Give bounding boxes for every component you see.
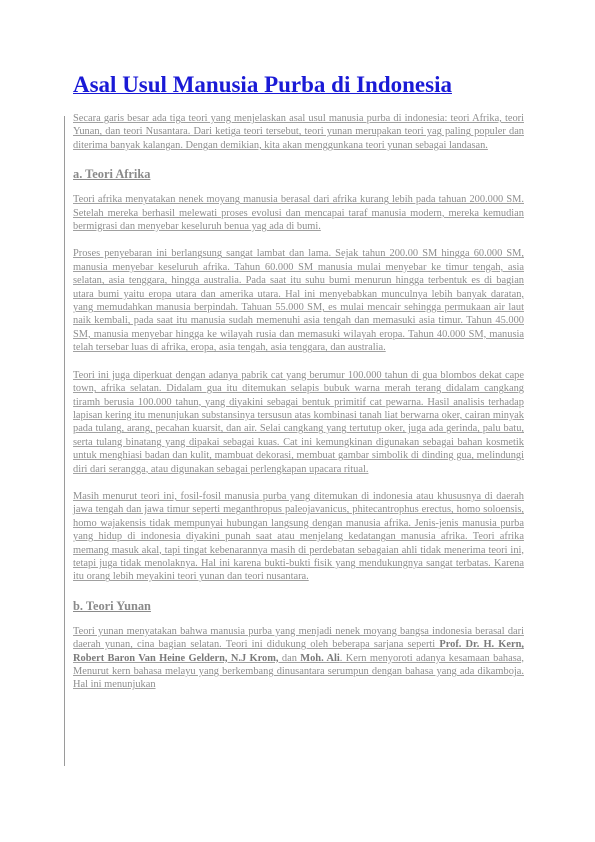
- margin-rule: [64, 116, 65, 766]
- scholar-names: Prof. Dr. H. Kern, Robert Baron Van Heine Geldern, N.J Krom,: [73, 639, 524, 664]
- scholar-name-ali: Moh. Ali: [300, 652, 340, 664]
- yunan-paragraph-1: [73, 625, 524, 692]
- afrika-paragraph-2: Proses penyebaran ini berlangsung sangat lambat dan lama. Sejak tahun 200.00 SM hingga 60.000 SM, manusia menyebar keseluruh afrika. Tahun 60.000 SM manusia mulai menyebar ke timur tengah, asia selatan, asia tenggara, hingga australia. Pada saat itu suhu bumi menurun hingga terbentuk es di bagian utara bumi yaitu eropa utara dan amerika utara. Hal ini menyebabkan munculnya lebih banyak daratan, yang memudahkan manusia berpindah. Tahuan 55.000 SM, es mulai mencair sehingga permukaan air laut naik kembali, pada saat itu manusia sudah memenuhi asia tengah dan memasuki asia timur. Tahun 45.000 SM, manusia menyebar hingga ke wilayah rusia dan memasuki wilayah eropa. Tahun 40.000 SM, manusia telah tersebar luas di afrika, eropa, asia tengah, asia tenggara, dan australia.: [73, 248, 524, 354]
- afrika-paragraph-3: Teori ini juga diperkuat dengan adanya pabrik cat yang berumur 100.000 tahun di gua blombos dekat cape town, afrika selatan. Didalam gua itu ditemukan selapis bubuk warna merah terang didalam cangkang tiramh berusia 100.000 tahun, yang diyakini sebagai bentuk primitif cat pewarna. Hasil analisis terhadap lapisan kering itu menunjukan substansinya tersusun atas kombinasi tanah liat berwarna oker, cairan minyak pada tulang, arang, pecahan kuarsit, dan air. Selai cangkang yang tertutup oker, juga ada gerinda, palu batu, serta tulang binatang yang dipakai sebagai kuas. Cat ini kemungkinan digunakan sebagai bahan kosmetik untuk menghiasi badan dan kulit, mambuat dekorasi, membuat gambar simbolik di dinding gua, melindungi diri dari serangga, atau digunakan sebagai perlengkapan upacara ritual.: [73, 369, 524, 475]
- section-heading-yunan: b. Teori Yunan: [73, 598, 151, 613]
- yunan-text-start: Teori yunan menyatakan bahwa manusia purba yang menjadi nenek moyang bangsa indonesia berasal dari daerah yunan, cina bagian selatan. Teori ini didukung oleh beberapa sarjana seperti: [73, 625, 524, 651]
- yunan-text-end: . Kern menyoroti adanya kesamaan bahasa, Menurut kern bahasa melayu yang berkembang dinusantara serumpun dengan bahasa yang ada dikamboja. Hal ini menunjukan: [73, 652, 524, 691]
- yunan-connector: dan: [278, 652, 301, 664]
- page-title[interactable]: Asal Usul Manusia Purba di Indonesia: [73, 72, 452, 97]
- document-body: [73, 70, 524, 706]
- afrika-paragraph-1: Teori afrika menyatakan nenek moyang manusia berasal dari afrika kurang lebih pada tahuan 200.000 SM. Setelah mereka berhasil melewati proses evolusi dan mencapai taraf manusia modern, mereka kemudian bermigrasi dan menyebar keseluruh benua yag ada di bumi.: [73, 194, 524, 233]
- intro-paragraph: Secara garis besar ada tiga teori yang menjelaskan asal usul manusia purba di indonesia: teori Afrika, teori Yunan, dan teori Nusantara. Dari ketiga teori tersebut, teori yunan merupakan teori yag paling populer dan diterima banyak kalangan. Dengan demikian, kita akan menggunkana teori yunan sebagai landasan.: [73, 113, 524, 151]
- afrika-paragraph-4: Masih menurut teori ini, fosil-fosil manusia purba yang ditemukan di indonesia atau khususnya di daerah jawa tengah dan jawa timur seperti meganthropus paleojavanicus, phitecantrophus erectus, homo soloensis, homo wajakensis tidak mempunyai hubungan langsung dengan manusia afrika. Jenis-jenis manusia purba yang hidup di indonesia diyakini punah saat atau menjelang kedatangan manusia afrika. Teori afrika memang masuk akal, tapi tingat kebenarannya masih di perdebatan sebagaian ahli tidak menerima teori ini, tetapi juga tidak menolaknya. Hal ini karena bukti-bukti fisik yang mendukungnya sangat terbatas. Karena itu orang lebih meyakini teori yunan dan teori nusantara.: [73, 490, 524, 583]
- section-heading-afrika: a. Teori Afrika: [73, 167, 151, 182]
